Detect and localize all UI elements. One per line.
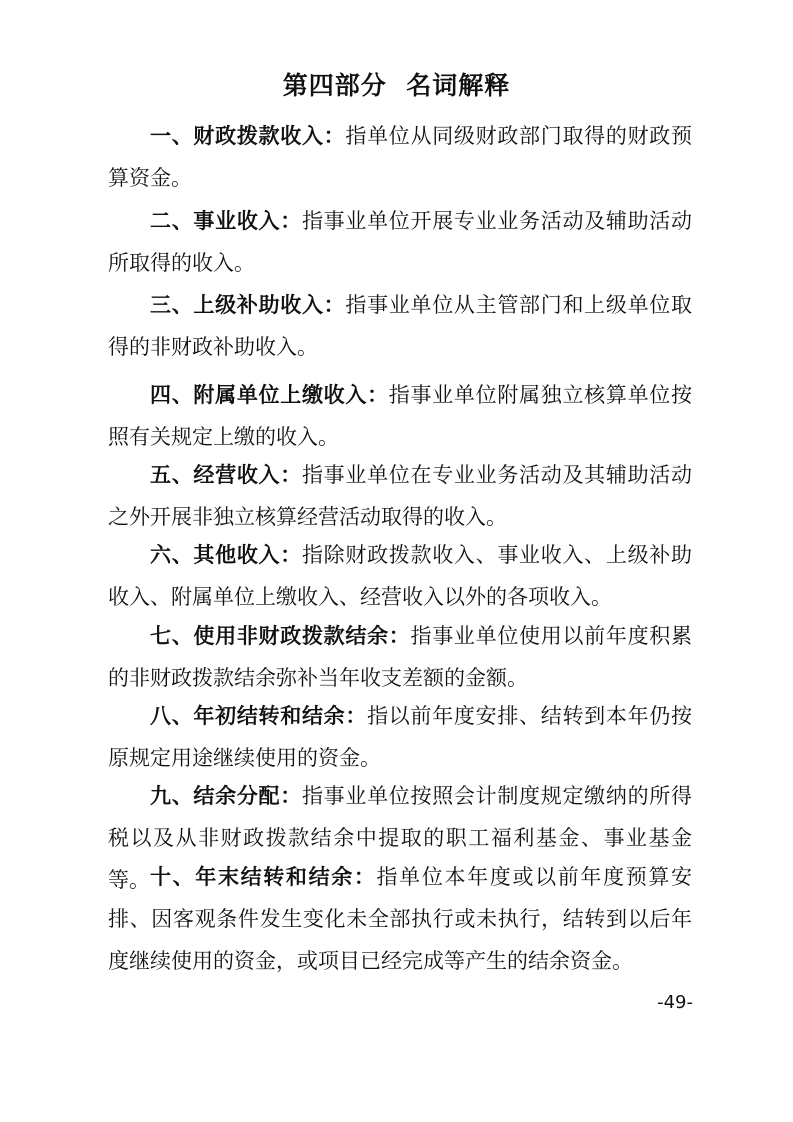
term-label: 八、年初结转和结余：: [150, 704, 368, 728]
definition-entry-2: [108, 200, 692, 284]
definition-entry-6: [108, 534, 692, 618]
term-definition: 指事业单位使用以前年度积累的非财政拨款结余弥补当年收支差额的金额。: [108, 624, 692, 690]
term-label: 七、使用非财政拨款结余：: [150, 624, 411, 648]
term-definition: 指事业单位按照会计制度规定缴纳的所得税以及从非财政拨款结余中提取的职工福利基金、事业基金等。: [108, 784, 693, 892]
term-definition: 指单位从同级财政部门取得的财政预算资金。: [108, 124, 692, 190]
definition-entry-8: [108, 695, 692, 779]
definition-entry-10: [108, 856, 692, 982]
definition-entry-1: [108, 115, 692, 199]
term-label: 三、上级补助收入：: [150, 293, 346, 317]
page-title: 第四部分 名词解释: [282, 71, 511, 100]
term-definition: 指事业单位开展专业业务活动及辅助活动所取得的收入。: [108, 209, 693, 275]
term-label: 四、附属单位上缴收入：: [150, 383, 389, 407]
term-label: 二、事业收入：: [150, 209, 302, 233]
term-definition: 指事业单位在专业业务活动及其辅助活动之外开展非独立核算经营活动取得的收入。: [108, 463, 693, 529]
term-label: 六、其他收入：: [150, 543, 302, 567]
definition-entry-3: [108, 284, 692, 368]
page-number: -49-: [657, 992, 693, 1013]
term-definition: 指事业单位从主管部门和上级单位取得的非财政补助收入。: [108, 293, 692, 359]
definition-entry-4: [108, 374, 692, 458]
term-definition: 指以前年度安排、结转到本年仍按原规定用途继续使用的资金。: [108, 704, 693, 770]
definition-entry-7: [108, 615, 692, 699]
term-label: 五、经营收入：: [150, 463, 302, 487]
term-label: 九、结余分配：: [150, 784, 302, 808]
term-definition: 指除财政拨款收入、事业收入、上级补助收入、附属单位上缴收入、经营收入以外的各项收入。: [108, 543, 693, 609]
term-label: 一、财政拨款收入：: [150, 124, 346, 148]
term-label: 十、年末结转和结余：: [150, 865, 377, 889]
term-definition: 指事业单位附属独立核算单位按照有关规定上缴的收入。: [108, 383, 693, 449]
definition-entry-5: [108, 454, 692, 538]
term-definition: 指单位本年度或以前年度预算安排、因客观条件发生变化未全部执行或未执行，结转到以后年度继续使用的资金，或项目已经完成等产生的结余资金。: [108, 865, 693, 973]
